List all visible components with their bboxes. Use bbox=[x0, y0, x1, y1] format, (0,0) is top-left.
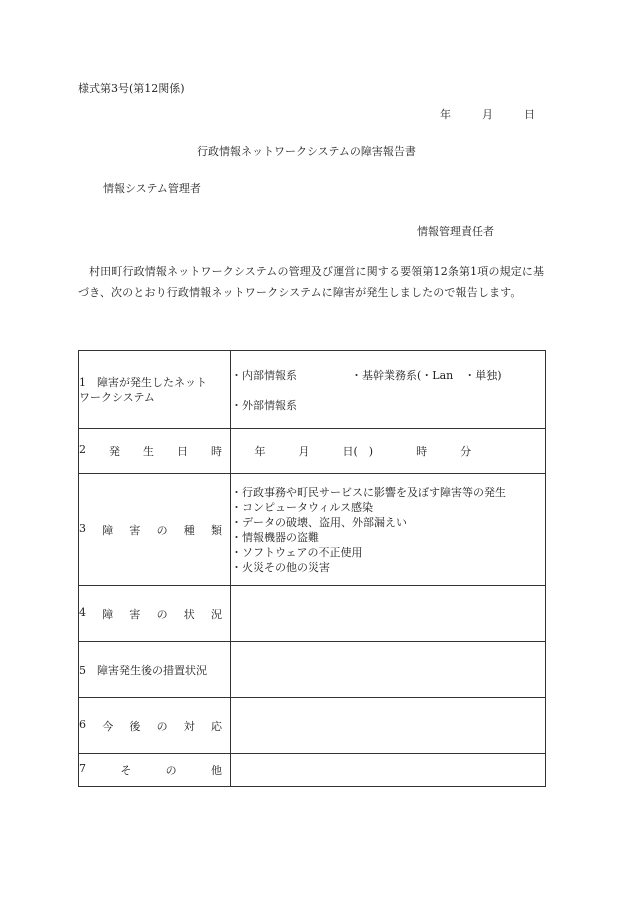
label-char: の bbox=[156, 523, 168, 537]
label-char: 応 bbox=[210, 719, 222, 733]
day-label: 日( ) bbox=[342, 445, 374, 458]
row-number: 3 bbox=[79, 521, 86, 535]
row-label bbox=[79, 429, 231, 474]
month-label: 月 bbox=[298, 445, 310, 458]
label-text: ワークシステム bbox=[79, 390, 155, 404]
label-char: 障 bbox=[102, 523, 114, 537]
label-char: 後 bbox=[129, 719, 141, 733]
label-char: 対 bbox=[183, 719, 195, 733]
option-external: ・外部情報系 bbox=[231, 398, 297, 412]
failure-types bbox=[231, 474, 546, 586]
failure-status-cell bbox=[231, 586, 546, 642]
label-char: 状 bbox=[183, 607, 195, 621]
label-char: 日 bbox=[177, 445, 188, 458]
label-char: 障 bbox=[102, 607, 114, 621]
table-row bbox=[79, 586, 546, 642]
date-day-label: 日 bbox=[524, 108, 535, 121]
list-item: ・コンピュータウィルス感染 bbox=[231, 500, 374, 514]
list-item: ・ソフトウェアの不正使用 bbox=[231, 545, 363, 559]
label-text: 障害が発生したネット bbox=[97, 375, 207, 389]
label-char: 他 bbox=[210, 764, 222, 777]
row-label bbox=[79, 754, 231, 787]
list-item: ・データの破壊、盗用、外部漏えい bbox=[231, 515, 407, 529]
table-row bbox=[79, 698, 546, 754]
list-item: ・情報機器の盗難 bbox=[231, 530, 319, 544]
label-char: 種 bbox=[183, 523, 195, 537]
system-options bbox=[231, 351, 546, 429]
row-label bbox=[79, 474, 231, 586]
report-table bbox=[78, 350, 546, 787]
row-number: 4 bbox=[79, 605, 86, 619]
table-row bbox=[79, 474, 546, 586]
addressee: 情報システム管理者 bbox=[103, 182, 201, 195]
future-response-cell bbox=[231, 698, 546, 754]
table-row bbox=[79, 351, 546, 429]
other-cell bbox=[231, 754, 546, 787]
row-label bbox=[79, 642, 231, 698]
option-internal: ・内部情報系 bbox=[231, 368, 297, 382]
row-label bbox=[79, 586, 231, 642]
row-number: 5 bbox=[79, 663, 86, 677]
occurrence-datetime bbox=[231, 429, 546, 474]
document-title: 行政情報ネットワークシステムの障害報告書 bbox=[197, 145, 416, 158]
form-number: 様式第3号(第12関係) bbox=[78, 82, 185, 95]
label-text: 障害発生後の措置状況 bbox=[97, 663, 207, 677]
label-char: の bbox=[165, 764, 177, 777]
date-year-label: 年 bbox=[440, 108, 451, 121]
row-number: 7 bbox=[79, 762, 86, 775]
report-date bbox=[440, 106, 535, 122]
label-char: 害 bbox=[129, 607, 141, 621]
list-item: ・火災その他の災害 bbox=[231, 560, 330, 574]
table-row bbox=[79, 429, 546, 474]
reporter: 情報管理責任者 bbox=[417, 225, 494, 238]
hour-label: 時 bbox=[416, 445, 428, 458]
minute-label: 分 bbox=[460, 445, 472, 458]
body-paragraph: 村田町行政情報ネットワークシステムの管理及び運営に関する要領第12条第1項の規定に基づき、次のとおり行政情報ネットワークシステムに障害が発生しましたので報告します。 bbox=[78, 265, 545, 299]
option-core: ・基幹業務系(・Lan ・単独) bbox=[351, 368, 502, 382]
table-row bbox=[79, 754, 546, 787]
date-month-label: 月 bbox=[482, 108, 493, 121]
label-char: 生 bbox=[143, 445, 154, 458]
row-number: 6 bbox=[79, 717, 86, 731]
list-item: ・行政事務や町民サービスに影響を及ぼす障害等の発生 bbox=[231, 485, 506, 499]
label-char: そ bbox=[120, 764, 132, 777]
label-char: 害 bbox=[129, 523, 141, 537]
row-label bbox=[79, 351, 231, 429]
label-char: の bbox=[156, 719, 168, 733]
row-number: 2 bbox=[79, 443, 86, 456]
label-char: 類 bbox=[210, 523, 222, 537]
row-number: 1 bbox=[79, 375, 86, 389]
table-row bbox=[79, 642, 546, 698]
row-label bbox=[79, 698, 231, 754]
label-char: 発 bbox=[109, 445, 120, 458]
measures-cell bbox=[231, 642, 546, 698]
label-char: 時 bbox=[211, 445, 222, 458]
label-char: 況 bbox=[210, 607, 222, 621]
label-char: の bbox=[156, 607, 168, 621]
label-char: 今 bbox=[102, 719, 114, 733]
year-label: 年 bbox=[254, 445, 266, 458]
